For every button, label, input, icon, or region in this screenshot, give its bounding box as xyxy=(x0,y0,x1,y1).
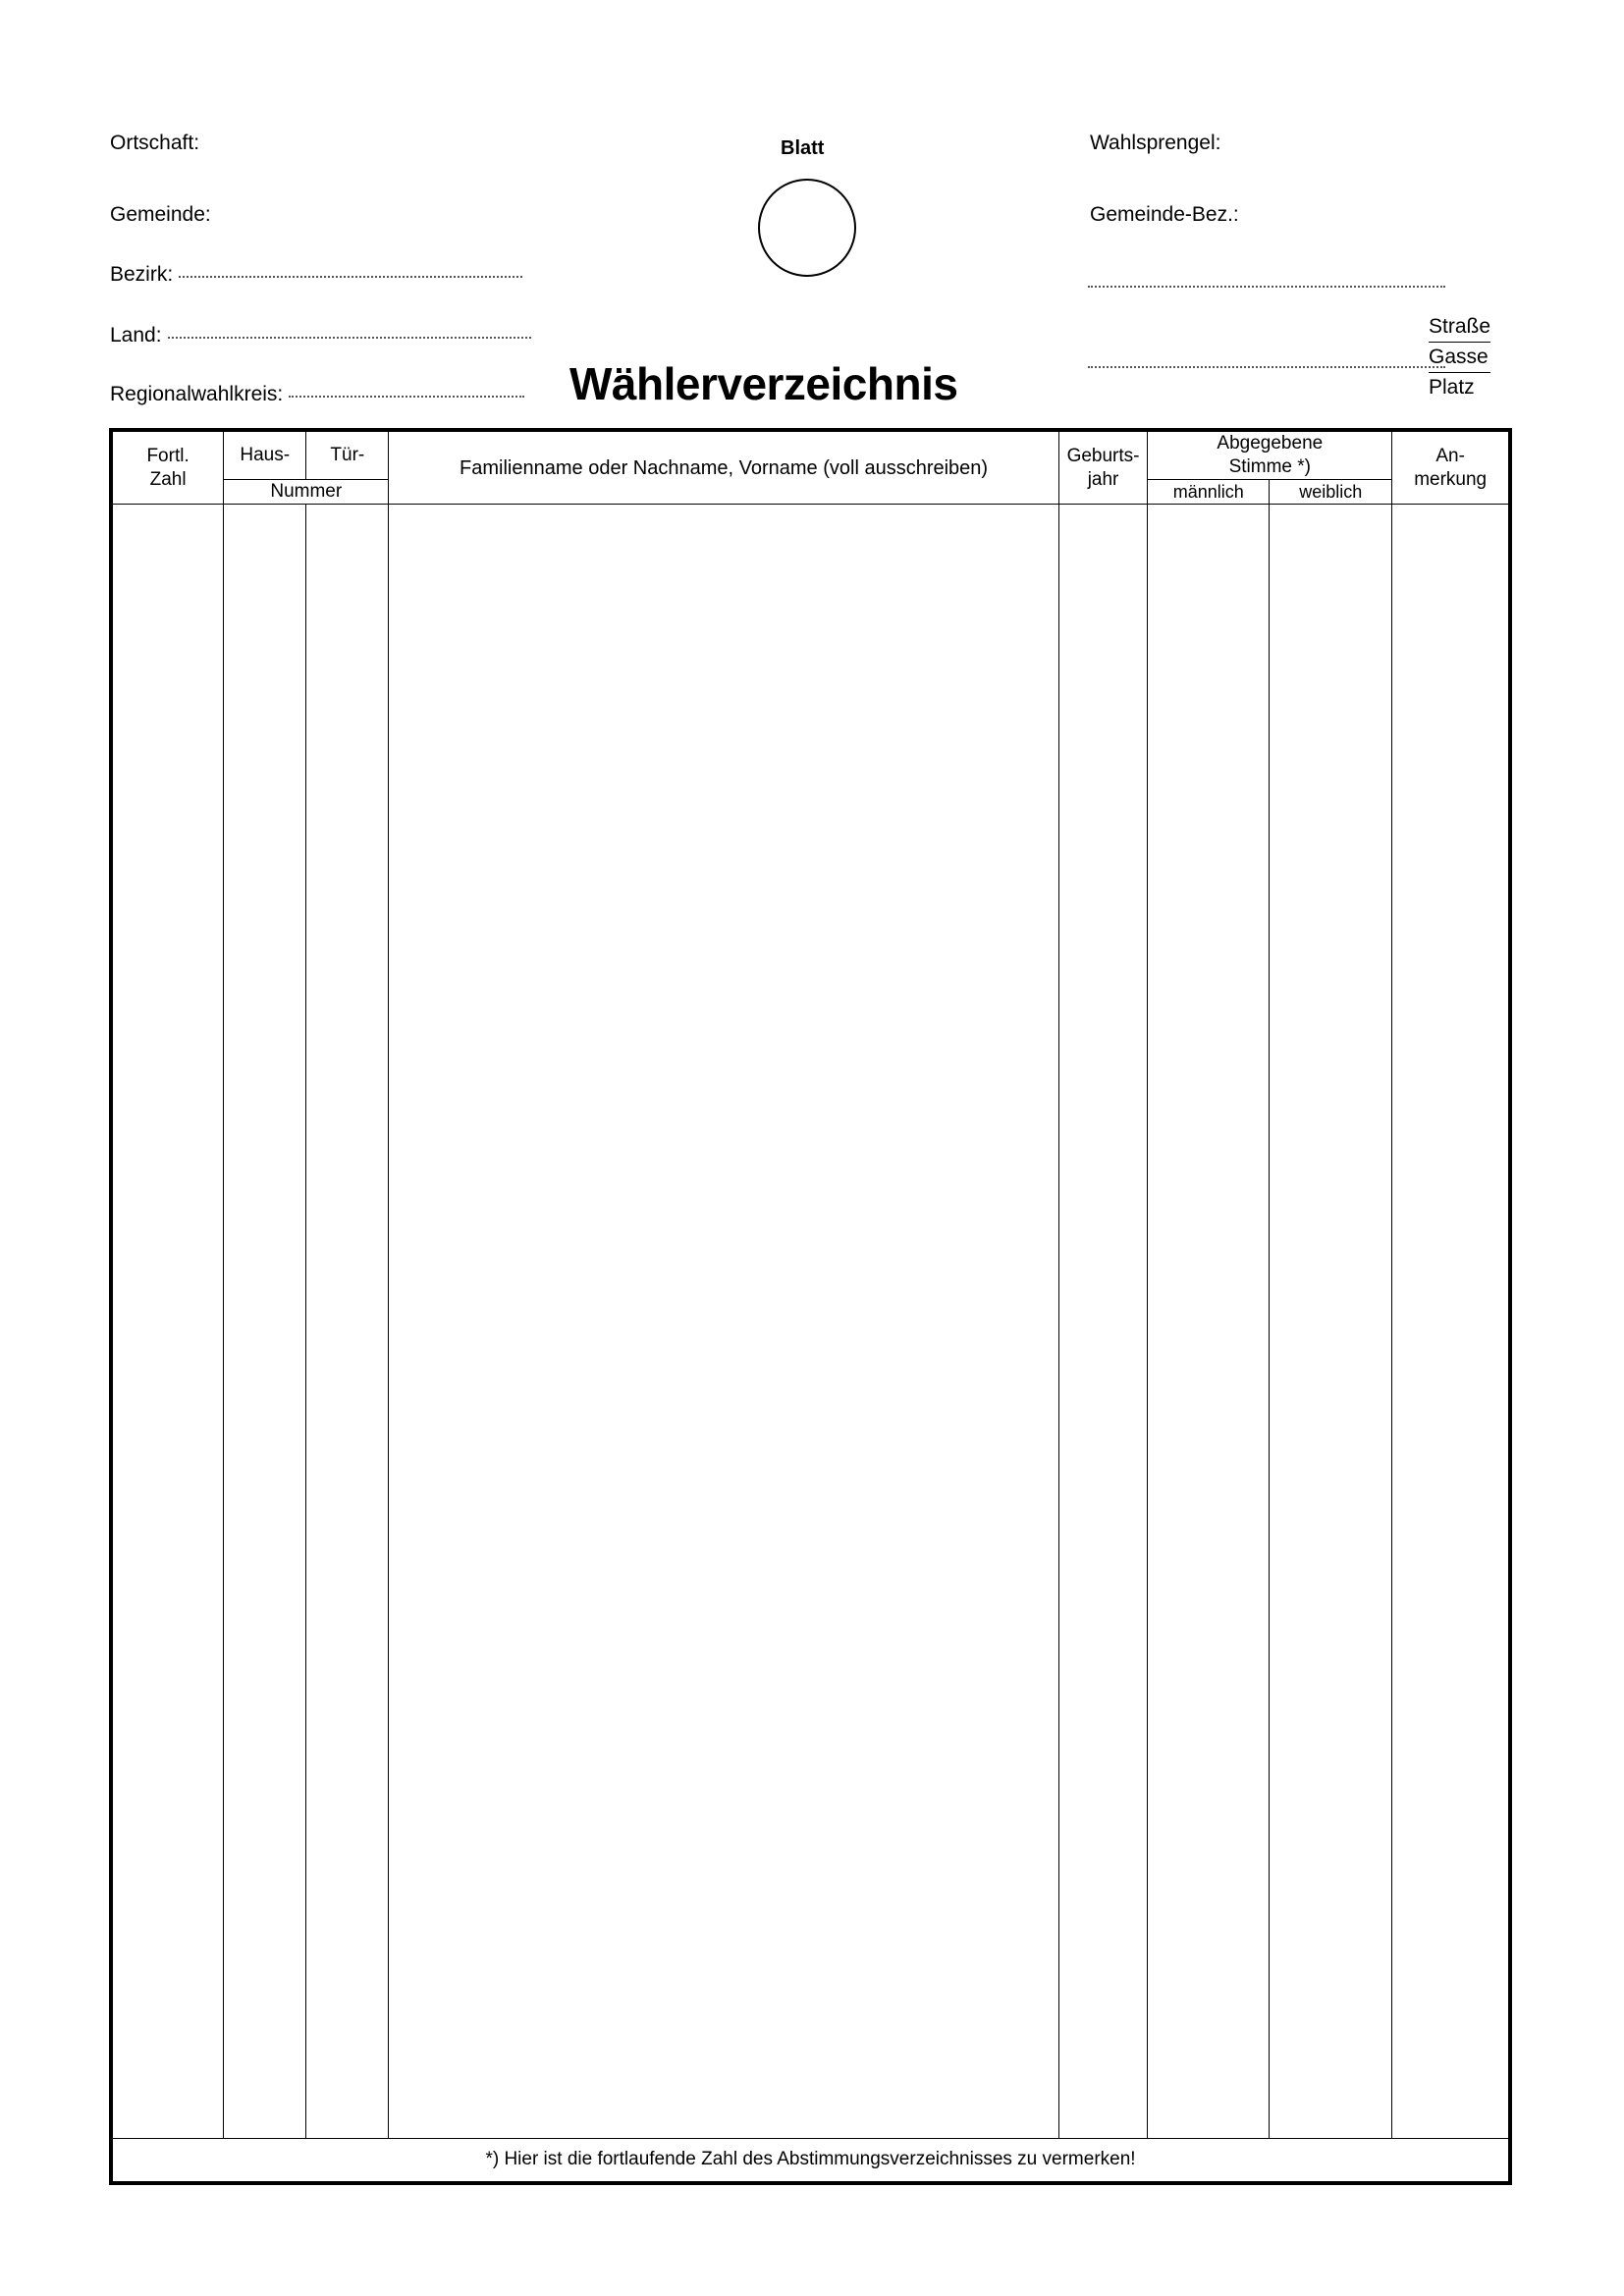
page-title: Wählerverzeichnis xyxy=(569,358,958,409)
field-gemeinde[interactable] xyxy=(110,203,211,227)
field-regionalwahlkreis-label: Regionalwahlkreis: xyxy=(110,383,284,405)
field-gemeinde-bez-label: Gemeinde-Bez.: xyxy=(1090,203,1239,226)
col-header-name: Familienname oder Nachname, Vorname (voll ausschreiben) xyxy=(389,432,1058,505)
field-address-input[interactable] xyxy=(1088,365,1445,368)
table-footnote: *) Hier ist die fortlaufende Zahl des Abstimmungsverzeichnisses zu vermerken! xyxy=(113,2138,1509,2181)
field-regionalwahlkreis-input[interactable] xyxy=(289,395,524,398)
field-gemeinde-bez[interactable] xyxy=(1090,203,1239,227)
blatt-number-circle[interactable] xyxy=(758,179,856,277)
field-bezirk-label: Bezirk: xyxy=(110,263,174,286)
field-land-input[interactable] xyxy=(168,336,531,339)
field-regionalwahlkreis[interactable] xyxy=(110,383,524,406)
field-gemeinde-label: Gemeinde: xyxy=(110,203,211,226)
field-wahlsprengel-label: Wahlsprengel: xyxy=(1090,132,1221,154)
cell-tuernummer[interactable] xyxy=(306,505,389,2139)
table-footnote-row xyxy=(113,2138,1509,2181)
field-gemeinde-bez-input[interactable] xyxy=(1088,285,1445,288)
col-header-fortlaufende-zahl: Fortl. Zahl xyxy=(113,432,224,505)
col-header-weiblich: weiblich xyxy=(1270,480,1392,505)
field-ortschaft-label: Ortschaft: xyxy=(110,132,200,154)
cell-hausnummer[interactable] xyxy=(224,505,306,2139)
col-header-abgegebene-stimme: Abgegebene Stimme *) xyxy=(1148,432,1392,480)
field-ortschaft[interactable] xyxy=(110,132,199,155)
cell-geburtsjahr[interactable] xyxy=(1058,505,1148,2139)
cell-stimme-maennlich[interactable] xyxy=(1148,505,1270,2139)
cell-name[interactable] xyxy=(389,505,1058,2139)
address-type-strasse[interactable]: Straße xyxy=(1429,312,1490,343)
cell-anmerkung[interactable] xyxy=(1392,505,1509,2139)
address-type-platz[interactable]: Platz xyxy=(1429,376,1475,399)
field-bezirk[interactable] xyxy=(110,263,522,287)
field-land-label: Land: xyxy=(110,324,162,347)
col-header-tuernummer: Tür- xyxy=(306,432,389,480)
address-type-options xyxy=(1429,312,1490,402)
col-header-nummer: Nummer xyxy=(224,480,389,505)
form-header xyxy=(0,0,1624,422)
blatt-label: Blatt xyxy=(781,137,825,159)
field-wahlsprengel[interactable] xyxy=(1090,132,1220,155)
col-header-geburtsjahr: Geburts- jahr xyxy=(1058,432,1148,505)
col-header-maennlich: männlich xyxy=(1148,480,1270,505)
cell-stimme-weiblich[interactable] xyxy=(1270,505,1392,2139)
voter-table xyxy=(109,428,1512,2185)
table-entry-area[interactable] xyxy=(113,505,1509,2139)
cell-fortlaufende-zahl[interactable] xyxy=(113,505,224,2139)
address-type-gasse[interactable]: Gasse xyxy=(1429,343,1490,373)
field-bezirk-input[interactable] xyxy=(179,275,522,278)
col-header-anmerkung: An- merkung xyxy=(1392,432,1509,505)
col-header-hausnummer: Haus- xyxy=(224,432,306,480)
table-header-row-1 xyxy=(113,432,1509,480)
field-land[interactable] xyxy=(110,324,531,347)
